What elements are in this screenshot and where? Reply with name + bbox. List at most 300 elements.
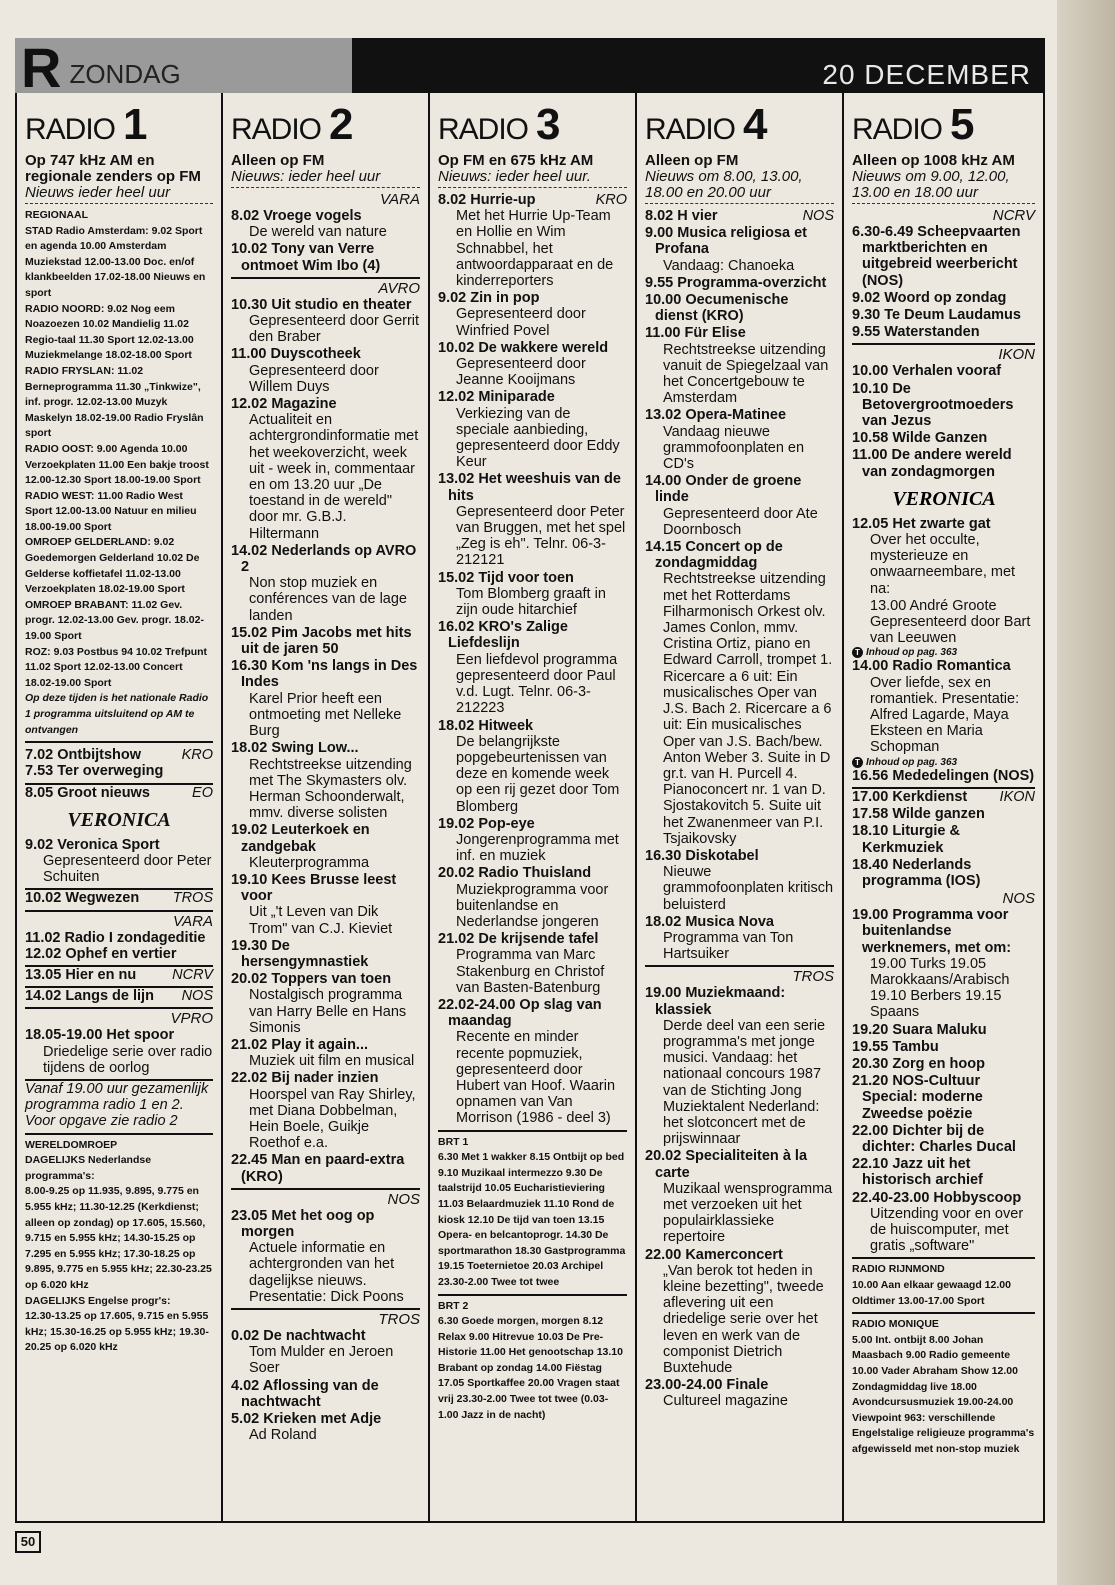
monique-heading: RADIO MONIQUE <box>852 1318 939 1331</box>
radio-word: RADIO <box>852 113 943 146</box>
program-desc: Een liefdevol programma gepresenteerd door Paul v.d. Lugt. Telnr. 06-3-212223 <box>456 651 618 717</box>
program-title: 7.02 Ontbijtshow <box>25 747 142 764</box>
program-title: 19.10 Kees Brusse leest voor <box>231 871 397 905</box>
program-title: 11.02 Radio I zondageditie <box>25 929 206 946</box>
broadcaster: TROS <box>378 1311 420 1328</box>
program-desc: Non stop muziek en conférences van de lage landen <box>249 575 407 624</box>
program-title: 4.02 Aflossing van de nachtwacht <box>231 1377 379 1410</box>
program-title: 5.02 Krieken met Adje <box>231 1411 382 1428</box>
program <box>438 471 627 568</box>
program-title: 10.02 Wegwezen <box>25 890 140 907</box>
news-info: Nieuws om 9.00, 12.00, 13.00 en 18.00 uur <box>852 169 1035 204</box>
world-line: WERELDOMROEP <box>25 1138 118 1151</box>
program <box>645 473 834 538</box>
program <box>25 837 213 886</box>
program-desc: Vandaag nieuwe grammofoonplaten en CD's <box>663 423 805 473</box>
program <box>231 740 420 821</box>
program-desc: Uit „'t Leven van Dik Trom" van C.J. Kieviet <box>249 904 393 937</box>
program <box>645 407 834 472</box>
broadcaster: TROS <box>172 890 213 907</box>
radio-5-title <box>852 100 1035 149</box>
program-title: 16.02 KRO's Zalige Liefdeslijn <box>438 619 568 652</box>
column-radio-4 <box>637 93 844 1521</box>
divider <box>645 965 834 967</box>
program <box>852 1022 1035 1038</box>
program-title: 19.00 Programma voor buitenlandse werknemers, met om: <box>852 907 1012 956</box>
brt1-listing <box>438 1135 627 1291</box>
program <box>852 381 1035 430</box>
news-info: Nieuws: ieder heel uur <box>231 169 420 188</box>
divider <box>25 741 213 743</box>
radio-2-title <box>231 100 420 149</box>
program-desc: Uitzending voor en over de huiscomputer, met gratis „software" <box>870 1205 1024 1255</box>
program <box>231 625 420 657</box>
program-title: 22.45 Man en paard-extra (KRO) <box>231 1152 405 1185</box>
program <box>231 241 420 273</box>
program <box>852 1123 1035 1155</box>
program <box>25 890 213 906</box>
program-title: 11.00 Für Elise <box>645 325 746 342</box>
program <box>438 389 627 470</box>
program-desc: Rechtstreekse uitzending met The Skymasters olv. Herman Schoonderwalt, mmv. diverse solisten <box>249 756 412 822</box>
veronica-logo-text: VERONICA <box>891 487 996 510</box>
veronica-logo-text: VERONICA <box>67 808 171 831</box>
program-desc: 13.00 André Groote Gepresenteerd door Bart van Leeuwen <box>870 597 1031 647</box>
regional-line: OMROEP GELDERLAND: 9.02 Goedemorgen Gelderland 10.02 De Gelderse koffietafel 11.02-13.00 Verzoekplaten 18.02-19.00 Sport <box>25 536 200 596</box>
program-desc: Over liefde, sex en romantiek. Presentatie: Alfred Lagarde, Maya Eksteen en Maria Schopman <box>870 674 1020 756</box>
brt2-listing <box>438 1299 627 1424</box>
monique-schedule: 5.00 Int. ontbijt 8.00 Johan Maasbach 9.00 Radio gemeente 10.00 Vader Abraham Show 12.00 Zondagmiddag live 18.00 Avondcursusmuziek 19.00-24.00 Viewpoint 963: verschillende Engelstalige religieuze programma's afgewisseld met non-stop muziek <box>852 1333 1035 1455</box>
program <box>645 985 834 1147</box>
program-desc: Actuele informatie en achtergronden van het dagelijkse nieuws. Presentatie: Dick Poons <box>249 1240 404 1305</box>
program-desc: De belangrijkste popgebeurtenissen van deze en komende week op een rij gezet door Tom Blomberg <box>456 733 620 815</box>
program-title: 20.02 Specialiteiten à la carte <box>645 1148 808 1181</box>
header-right <box>352 38 1045 93</box>
program <box>438 290 627 339</box>
program-desc: Nostalgisch programma van Harry Belle en Hans Simonis <box>249 987 407 1036</box>
program-desc: Ad Roland <box>249 1427 317 1444</box>
content-reference: T Inhoud op pag. 363 <box>852 757 1035 768</box>
broadcaster: VARA <box>379 191 420 208</box>
program-title: 21.02 Play it again... <box>231 1036 369 1053</box>
program-list <box>438 192 627 1127</box>
rijnmond-listing <box>852 1262 1035 1309</box>
program <box>25 988 213 1004</box>
joint-program-note: Vanaf 19.00 uur gezamenlijk programma radio 1 en 2. Voor opgave zie radio 2 <box>25 1081 209 1130</box>
program <box>852 857 1035 889</box>
program <box>438 816 627 865</box>
program-title: 13.05 Hier en nu <box>25 967 137 984</box>
regional-line: RADIO NOORD: 9.02 Nog eem Noazoezen 10.02 Mandielig 11.02 Regio-taal 11.30 Sport 12.02-13.00 Muziekmelange 18.02-18.00 Sport <box>25 302 194 362</box>
program-desc: Kleuterprogramma <box>249 854 370 871</box>
program <box>852 1190 1035 1255</box>
regional-listing <box>25 208 213 738</box>
program <box>438 192 627 289</box>
regional-line: ROZ: 9.03 Postbus 94 10.02 Trefpunt 11.02 Sport 12.02-13.00 Concert 18.02-19.00 Sport <box>25 645 208 689</box>
program-desc: Rechtstreekse uitzending vanuit de Spiegelzaal van het Concertgebouw te Amsterdam <box>663 341 829 407</box>
program-title: 21.02 De krijsende tafel <box>438 931 599 948</box>
frequency-info: Alleen op FM <box>231 152 325 169</box>
program <box>438 865 627 930</box>
veronica-logo <box>64 805 174 833</box>
divider <box>25 1007 213 1009</box>
program-title: 19.02 Leuterkoek en zandgebak <box>231 822 370 855</box>
program <box>852 1039 1035 1055</box>
program-title: 14.02 Langs de lijn <box>25 988 154 1005</box>
column-radio-3 <box>430 93 637 1521</box>
program-title: 14.00 Radio Romantica <box>852 658 1011 675</box>
program <box>645 1247 834 1377</box>
program <box>231 658 420 739</box>
program <box>438 619 627 716</box>
program <box>852 290 1035 306</box>
program-title: 15.02 Tijd voor toen <box>438 569 574 586</box>
program-desc: Driedelige serie over radio tijdens de oorlog <box>43 1043 213 1076</box>
program-title: 9.55 Waterstanden <box>852 324 980 341</box>
radio-word: RADIO <box>645 113 736 146</box>
regional-line: STAD Radio Amsterdam: 9.02 Sport en agenda 10.00 Amsterdam Muziekstad 12.00-13.00 Doc. en/of klankbeelden 17.02-18.00 Nieuws en sport <box>25 224 206 299</box>
program-title: 0.02 De nachtwacht <box>231 1328 366 1344</box>
program <box>231 1070 420 1151</box>
regional-line: RADIO FRYSLAN: 11.02 Berneprogramma 11.30 „Tinkwize", inf. progr. 12.02-13.00 Muzyk Maskelyn 18.02-19.00 Radio Fryslân sport <box>25 364 204 440</box>
divider <box>25 910 213 912</box>
section-letter: R <box>21 36 60 99</box>
veronica-logo <box>889 484 999 512</box>
program <box>852 789 1035 805</box>
radio-number: 1 <box>123 100 148 149</box>
program <box>852 1156 1035 1188</box>
broadcaster: IKON <box>998 346 1035 364</box>
program-title: 10.58 Wilde Ganzen <box>852 430 988 447</box>
program-title: 9.02 Zin in pop <box>438 290 540 307</box>
program-desc: Muziek uit film en musical <box>249 1053 415 1070</box>
program-title: 18.02 Musica Nova <box>645 913 774 930</box>
program-desc: 19.00 Turks 19.05 Marokkaans/Arabisch 19.10 Berbers 19.15 Spaans <box>870 955 1010 1021</box>
world-line: 8.00-9.25 op 11.935, 9.895, 9.775 en 5.955 kHz; 11.30-12.25 (Kerkdienst; alleen op zondag) op 17.605, 15.560, 9.715 en 5.955 kHz; 14.30-15.25 op 7.295 en 5.955 kHz; 17.30-18.25 op 9.895, 9.775 en 5.955 kHz; 22.30-23.25 op 6.020 kHz <box>25 1185 212 1291</box>
broadcaster: NOS <box>387 1190 420 1208</box>
program-desc: Nieuwe grammofoonplaten kritisch beluisterd <box>663 864 834 913</box>
program-title: 19.55 Tambu <box>852 1038 939 1055</box>
program-title: 16.30 Diskotabel <box>645 847 759 864</box>
program <box>438 570 627 619</box>
program <box>25 747 213 779</box>
program-title: 10.00 Verhalen vooraf <box>852 363 1002 380</box>
program-desc: Verkiezing van de speciale aanbieding, gepresenteerd door Eddy Keur <box>456 405 620 471</box>
program <box>645 539 834 847</box>
broadcaster: NCRV <box>172 967 213 984</box>
program <box>852 430 1035 446</box>
radio-number: 3 <box>536 100 561 149</box>
program-title: 22.00 Kamerconcert <box>645 1246 783 1263</box>
program <box>25 785 213 801</box>
program-desc: Rechtstreekse uitzending met het Rotterdams Filharmonisch Orkest olv. James Conlon, mmv. Cristina Ortiz, piano en Edward Carroll, trompet 1. Ricercare a 6 uit: Ein musicalisches Oper van J.S. Bach 2. Ricercare a 6 uit: Ein musicalisches Oper van J.S. Bach/bew. Anton Weber 3. Suite in D gr.t. van H. Purcell 4. Pianoconcert nr. 1 van D. Sjostakovitch 5. Suite uit het Zwanenmeer van P.I. Tsjaikovsky <box>663 571 833 847</box>
program <box>645 325 834 406</box>
broadcaster: NOS <box>181 988 213 1005</box>
program <box>852 447 1035 479</box>
program-title: 19.02 Pop-eye <box>438 815 535 832</box>
program-title: 8.05 Groot nieuws <box>25 784 150 801</box>
program <box>25 1027 213 1076</box>
program <box>231 938 420 970</box>
news-info: Nieuws ieder heel uur <box>25 185 213 204</box>
program-title: 15.02 Pim Jacobs met hits uit de jaren 50 <box>231 624 412 658</box>
next-page-edge <box>1057 0 1115 1585</box>
frequency-info: Alleen op 1008 kHz AM <box>852 152 1015 169</box>
program <box>438 718 627 815</box>
program-title: 12.02 Ophef en vertier <box>25 945 177 962</box>
program-desc: Derde deel van een serie programma's met jonge musici. Vandaag: het nationaal concours 1987 van de Stichting Jong Muziektalent Nederland: het slotconcert met de prijswinnaar <box>663 1017 826 1148</box>
program-desc: Tom Mulder en Jeroen Soer <box>249 1344 394 1377</box>
program <box>25 967 213 983</box>
program-title: 22.02 Bij nader inzien <box>231 1070 379 1087</box>
program-title: 10.02 Tony van Verre ontmoet Wim Ibo (4) <box>231 241 381 274</box>
program <box>231 1152 420 1184</box>
program-title: 12.05 Het zwarte gat <box>852 515 991 532</box>
date-label: 20 DECEMBER <box>822 59 1031 90</box>
program-title: 20.02 Radio Thuisland <box>438 865 592 882</box>
radio-word: RADIO <box>438 113 529 146</box>
program <box>852 806 1035 822</box>
program <box>231 1208 420 1305</box>
brt2-schedule: 6.30 Goede morgen, morgen 8.12 Relax 9.00 Hitrevue 10.03 De Pre-Historie 11.00 Het genootschap 13.10 Brabant op zondag 14.00 Fiëstag 17.05 Sportkaffee 20.00 Vragen staat vrij 23.30-2.00 Twee tot twee (0.03-1.00 Jazz in de nacht) <box>438 1315 623 1421</box>
program-title: 9.02 Woord op zondag <box>852 289 1007 306</box>
radio-number: 4 <box>743 100 768 149</box>
program <box>25 930 213 962</box>
frequency-info: Op 747 kHz AM en regionale zenders op FM <box>25 152 201 185</box>
radio-1-title <box>25 100 213 149</box>
program-title: 23.00-24.00 Finale <box>645 1377 769 1394</box>
column-radio-5 <box>844 93 1043 1521</box>
program-list <box>231 192 420 1443</box>
program-title: 17.00 Kerkdienst <box>852 788 968 805</box>
radio-word: RADIO <box>25 113 116 146</box>
program <box>852 907 1035 1020</box>
program <box>645 292 834 324</box>
program-title: 16.30 Kom 'ns langs in Des Indes <box>231 658 418 691</box>
broadcaster: VPRO <box>170 1010 213 1028</box>
program-title: 9.00 Musica religiosa et Profana <box>645 225 807 258</box>
program-desc: Hoorspel van Ray Shirley, met Diana Dobbelman, Hein Boele, Guikje Roethof e.a. <box>249 1086 416 1152</box>
header-left <box>15 36 352 99</box>
broadcaster: KRO <box>595 192 627 208</box>
rijnmond-heading: RADIO RIJNMOND <box>852 1263 945 1276</box>
program <box>231 543 420 624</box>
program-desc: Gepresenteerd door Jeanne Kooijmans <box>456 356 586 389</box>
world-line: DAGELIJKS Engelse progr's: <box>25 1294 171 1307</box>
program <box>438 997 627 1127</box>
program-title: 13.02 Opera-Matinee <box>645 407 787 424</box>
program-title: 19.00 Muziekmaand: klassiek <box>645 985 786 1018</box>
broadcaster: NOS <box>802 208 834 224</box>
program <box>852 768 1035 784</box>
program-title: 10.00 Oecumenische dienst (KRO) <box>645 292 789 325</box>
program-title: 18.02 Swing Low... <box>231 740 359 757</box>
program-desc: De wereld van nature <box>249 224 387 241</box>
divider <box>438 1294 627 1296</box>
broadcaster: EO <box>192 784 213 801</box>
program-list <box>645 208 834 1410</box>
program-title: 6.30-6.49 Scheepvaarten marktberichten en uitgebreid weerbericht (NOS) <box>852 224 1021 289</box>
program <box>852 823 1035 855</box>
program-title: 14.02 Nederlands op AVRO 2 <box>231 542 417 576</box>
program <box>852 598 1035 647</box>
regional-note: Op deze tijden is het nationale Radio 1 programma uitsluitend op AM te ontvangen <box>25 692 209 736</box>
column-radio-2 <box>223 93 430 1521</box>
program-title: 19.20 Suara Maluku <box>852 1021 987 1038</box>
program-desc: Gepresenteerd door Willem Duys <box>249 362 379 395</box>
broadcaster: VARA <box>172 912 213 930</box>
program-desc: Met het Hurrie Up-Team en Hollie en Wim Schnabbel, het antwoordapparaat en de kinderreporters <box>456 208 614 290</box>
world-line: 12.30-13.25 op 17.605, 9.715 en 5.955 kHz; 15.30-16.25 op 5.955 kHz; 19.30-20.25 op 6.020 kHz <box>25 1310 209 1354</box>
program-desc: Over het occulte, mysterieuze en onwaarneembare, met na: <box>870 532 1016 597</box>
program <box>231 208 420 240</box>
program-desc: Muzikaal wensprogramma met verzoeken uit het populairklassieke repertoire <box>663 1180 833 1246</box>
program-title: 11.00 Duyscotheek <box>231 346 361 363</box>
divider <box>231 1188 420 1190</box>
program-title: 10.30 Uit studio en theater <box>231 296 412 313</box>
program-title: 22.40-23.00 Hobbyscoop <box>852 1189 1022 1206</box>
program <box>231 1328 420 1377</box>
program <box>645 848 834 913</box>
broadcaster: NCRV <box>992 207 1035 224</box>
regional-line: OMROEP BRABANT: 11.02 Gev. progr. 12.02-13.00 Gev. progr. 18.02-19.00 Sport <box>25 598 204 643</box>
regional-line: RADIO OOST: 9.00 Agenda 10.00 Verzoekplaten 11.00 Een bakje troost 12.00-12.30 Sport 18.00-19.00 Sport <box>25 442 209 487</box>
program <box>231 971 420 1036</box>
divider <box>231 1308 420 1310</box>
program-title: 16.56 Mededelingen (NOS) <box>852 767 1035 784</box>
program-title: 20.02 Toppers van toen <box>231 971 392 988</box>
program-desc: Gepresenteerd door Ate Doornbosch <box>663 505 818 538</box>
program <box>852 307 1035 323</box>
program-title: 9.55 Programma-overzicht <box>645 274 827 291</box>
program-title: 22.10 Jazz uit het historisch archief <box>852 1156 983 1189</box>
program <box>645 275 834 291</box>
program <box>231 1378 420 1410</box>
program <box>852 363 1035 379</box>
program-title: 9.02 Veronica Sport <box>25 836 160 853</box>
program <box>852 324 1035 340</box>
program <box>231 872 420 937</box>
column-radio-1 <box>17 93 223 1521</box>
program-title: 17.58 Wilde ganzen <box>852 806 985 823</box>
program-title: 14.00 Onder de groene linde <box>645 473 802 506</box>
program-desc: Actualiteit en achtergrondinformatie met het weekoverzicht, week uit - week in, commentaar en om 13.20 uur „De toestand in de wereld" door mr. G.B.J. Hiltermann <box>249 412 419 542</box>
divider <box>438 1130 627 1132</box>
divider <box>852 1312 1035 1314</box>
program-title: 18.40 Nederlands programma (IOS) <box>852 856 981 889</box>
program-title: 14.15 Concert op de zondagmiddag <box>645 539 783 572</box>
program-title: 8.02 Vroege vogels <box>231 208 362 224</box>
program <box>645 208 834 224</box>
program-title: 19.30 De hersengymnastiek <box>231 937 369 970</box>
frequency-info: Alleen op FM <box>645 152 739 169</box>
divider <box>852 343 1035 345</box>
program-title: 12.02 Magazine <box>231 396 337 413</box>
program <box>231 1411 420 1443</box>
news-info: Nieuws om 8.00, 13.00, 18.00 en 20.00 uur <box>645 169 834 204</box>
broadcaster: NOS <box>1002 890 1035 908</box>
broadcaster: TROS <box>792 968 834 986</box>
news-info: Nieuws: ieder heel uur. <box>438 169 627 188</box>
program-desc: Tom Blomberg graaft in zijn oude hitarchief <box>456 585 606 619</box>
program-title: 20.30 Zorg en hoop <box>852 1055 985 1072</box>
divider <box>231 277 420 279</box>
broadcaster: KRO <box>181 747 213 764</box>
program-title: 22.02-24.00 Op slag van maandag <box>438 996 602 1030</box>
program-desc: Gepresenteerd door Peter van Bruggen, met het spel „Zeg is eh". Telnr. 06-3-212121 <box>456 503 626 569</box>
program-desc: „Van berok tot heden in kleine bezetting", tweede aflevering uit een driedelige serie over het leven en werk van de componist Dietrich Buxtehude <box>663 1262 824 1377</box>
program <box>438 931 627 996</box>
radio-columns <box>15 93 1045 1523</box>
program <box>231 396 420 542</box>
program-title: 18.05-19.00 Het spoor <box>25 1027 175 1044</box>
program <box>231 1037 420 1069</box>
divider <box>852 1257 1035 1259</box>
program-desc: Karel Prior heeft een ontmoeting met Nelleke Burg <box>249 690 402 740</box>
program-title: 10.02 De wakkere wereld <box>438 339 609 356</box>
page-header <box>15 36 1045 99</box>
program <box>852 516 1035 597</box>
radio-word: RADIO <box>231 113 322 146</box>
radio-4-title <box>645 100 834 149</box>
brt1-schedule: 6.30 Met 1 wakker 8.15 Ontbijt op bed 9.10 Muzikaal intermezzo 9.30 De taalstrijd 10.05 Eucharistieviering 11.03 Belaardmuziek 11.10 Rond de kiosk 12.10 De tijd van toen 13.15 Opera- en belcantoprogr. 14.30 De sportmarathon 18.30 Gastprogramma 19.15 Toeternietoe 20.03 Archipel 23.30-2.00 Twee tot twee <box>438 1151 626 1288</box>
radio-number: 5 <box>950 100 975 149</box>
world-service-listing <box>25 1138 213 1356</box>
program-desc: Recente en minder recente popmuziek, gepresenteerd door Hubert van Hoof. Waarin opnamen van Van Morrison (1986 - deel 3) <box>456 1029 616 1127</box>
day-label: ZONDAG <box>69 59 181 89</box>
regional-line: REGIONAAL <box>25 209 88 221</box>
monique-listing <box>852 1317 1035 1457</box>
program-desc: Gepresenteerd door Winfried Povel <box>456 306 586 339</box>
page-number: 50 <box>15 1531 41 1553</box>
program-title: 7.53 Ter overweging <box>25 763 164 780</box>
program <box>852 1073 1035 1122</box>
regional-line: RADIO WEST: 11.00 Radio West Sport 12.00-13.00 Natuur en milieu 18.00-19.00 Sport <box>25 489 197 533</box>
broadcaster: IKON <box>999 788 1035 805</box>
program-title: 18.02 Hitweek <box>438 717 534 734</box>
program <box>231 346 420 395</box>
program-desc: Vandaag: Chanoeka <box>663 257 795 274</box>
program-desc: Muziekprogramma voor buitenlandse en Nederlandse jongeren <box>456 881 609 930</box>
program <box>645 914 834 963</box>
brt1-heading: BRT 1 <box>438 1135 469 1148</box>
program-title: 23.05 Met het oog op morgen <box>231 1207 375 1240</box>
program-title: 18.10 Liturgie & Kerkmuziek <box>852 823 960 856</box>
program-desc: Gepresenteerd door Peter Schuiten <box>43 853 212 886</box>
program <box>852 1056 1035 1072</box>
program <box>645 225 834 274</box>
program-title: 8.02 H vier <box>645 208 718 224</box>
broadcaster: AVRO <box>378 279 420 297</box>
program-title: 10.10 De Betovergrootmoeders van Jezus <box>852 380 1014 430</box>
program-title: 11.00 De andere wereld van zondagmorgen <box>852 447 1012 480</box>
program-desc: Jongerenprogramma met inf. en muziek <box>456 831 619 865</box>
radio-number: 2 <box>329 100 354 149</box>
program-title: 8.02 Hurrie-up <box>438 192 536 208</box>
program-desc: Programma van Marc Stakenburg en Christof van Basten-Batenburg <box>456 947 605 996</box>
content-reference: T Inhoud op pag. 363 <box>852 647 1035 658</box>
program <box>645 1148 834 1245</box>
program-title: 13.02 Het weeshuis van de hits <box>438 471 621 504</box>
program <box>645 1377 834 1409</box>
program-title: 12.02 Miniparade <box>438 389 555 406</box>
program-title: 22.00 Dichter bij de dichter: Charles Ducal <box>852 1122 1016 1155</box>
frequency-info: Op FM en 675 kHz AM <box>438 152 594 169</box>
program-title: 21.20 NOS-Cultuur Special: moderne Zweedse poëzie <box>852 1073 983 1122</box>
program <box>852 658 1035 755</box>
divider <box>25 1133 213 1135</box>
brt2-heading: BRT 2 <box>438 1299 469 1312</box>
